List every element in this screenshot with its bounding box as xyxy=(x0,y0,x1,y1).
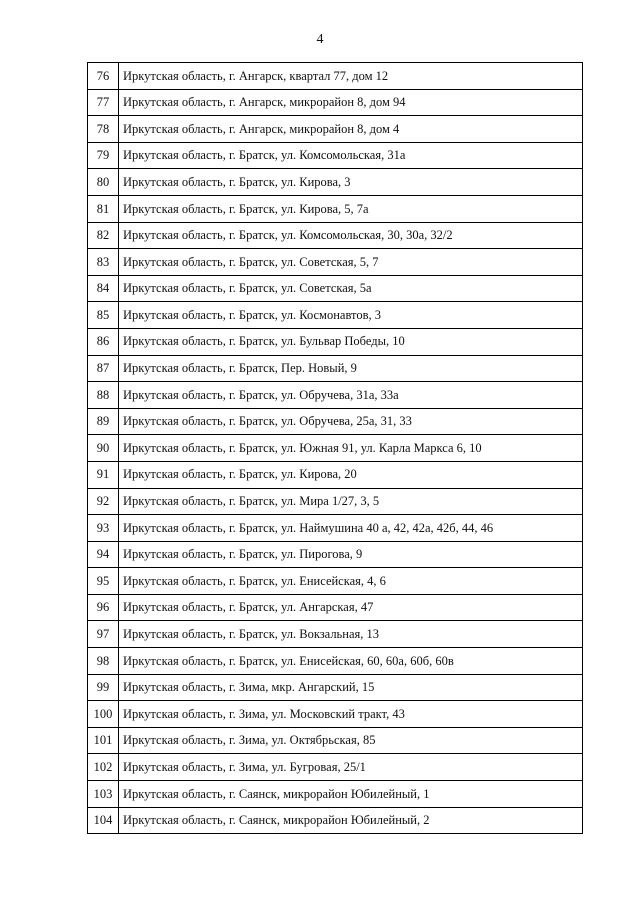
row-number: 86 xyxy=(88,328,119,355)
table-row xyxy=(88,727,583,754)
row-address: Иркутская область, г. Братск, ул. Вокзальная, 13 xyxy=(119,621,583,648)
row-address: Иркутская область, г. Зима, ул. Московский тракт, 43 xyxy=(119,701,583,728)
table-row xyxy=(88,408,583,435)
table-row xyxy=(88,169,583,196)
row-number: 83 xyxy=(88,249,119,276)
row-number: 97 xyxy=(88,621,119,648)
table-row xyxy=(88,648,583,675)
row-address: Иркутская область, г. Саянск, микрорайон Юбилейный, 1 xyxy=(119,781,583,808)
table-row xyxy=(88,249,583,276)
table-row xyxy=(88,594,583,621)
row-address: Иркутская область, г. Братск, ул. Советская, 5, 7 xyxy=(119,249,583,276)
row-number: 101 xyxy=(88,727,119,754)
row-number: 78 xyxy=(88,116,119,143)
table-row xyxy=(88,754,583,781)
table-row xyxy=(88,515,583,542)
row-address: Иркутская область, г. Зима, ул. Бугровая, 25/1 xyxy=(119,754,583,781)
row-address: Иркутская область, г. Братск, ул. Советская, 5а xyxy=(119,275,583,302)
table-row xyxy=(88,488,583,515)
table-row xyxy=(88,355,583,382)
row-address: Иркутская область, г. Ангарск, микрорайон 8, дом 94 xyxy=(119,89,583,116)
row-address: Иркутская область, г. Братск, ул. Кирова, 5, 7а xyxy=(119,195,583,222)
table-row xyxy=(88,195,583,222)
row-number: 81 xyxy=(88,195,119,222)
table-row xyxy=(88,328,583,355)
row-number: 80 xyxy=(88,169,119,196)
row-number: 88 xyxy=(88,382,119,409)
row-number: 104 xyxy=(88,807,119,834)
address-table-body xyxy=(88,63,583,834)
table-row xyxy=(88,222,583,249)
row-address: Иркутская область, г. Братск, ул. Южная 91, ул. Карла Маркса 6, 10 xyxy=(119,435,583,462)
row-address: Иркутская область, г. Братск, ул. Енисейская, 60, 60а, 60б, 60в xyxy=(119,648,583,675)
row-address: Иркутская область, г. Братск, ул. Пирогова, 9 xyxy=(119,541,583,568)
table-row xyxy=(88,116,583,143)
page-number: 4 xyxy=(316,32,324,47)
row-address: Иркутская область, г. Ангарск, квартал 77, дом 12 xyxy=(119,63,583,90)
row-address: Иркутская область, г. Братск, ул. Космонавтов, 3 xyxy=(119,302,583,329)
row-number: 90 xyxy=(88,435,119,462)
row-number: 92 xyxy=(88,488,119,515)
row-address: Иркутская область, г. Ангарск, микрорайон 8, дом 4 xyxy=(119,116,583,143)
table-row xyxy=(88,461,583,488)
row-number: 95 xyxy=(88,568,119,595)
table-row xyxy=(88,701,583,728)
row-address: Иркутская область, г. Зима, ул. Октябрьская, 85 xyxy=(119,727,583,754)
row-address: Иркутская область, г. Братск, ул. Комсомольская, 31а xyxy=(119,142,583,169)
table-row xyxy=(88,807,583,834)
table-row xyxy=(88,674,583,701)
row-address: Иркутская область, г. Братск, ул. Мира 1/27, 3, 5 xyxy=(119,488,583,515)
row-number: 89 xyxy=(88,408,119,435)
row-address: Иркутская область, г. Братск, ул. Кирова, 3 xyxy=(119,169,583,196)
row-address: Иркутская область, г. Братск, ул. Обручева, 25а, 31, 33 xyxy=(119,408,583,435)
row-address: Иркутская область, г. Братск, ул. Кирова, 20 xyxy=(119,461,583,488)
row-number: 91 xyxy=(88,461,119,488)
row-number: 99 xyxy=(88,674,119,701)
row-address: Иркутская область, г. Братск, Пер. Новый, 9 xyxy=(119,355,583,382)
table-row xyxy=(88,621,583,648)
table-row xyxy=(88,382,583,409)
row-address: Иркутская область, г. Братск, ул. Енисейская, 4, 6 xyxy=(119,568,583,595)
table-row xyxy=(88,142,583,169)
row-number: 82 xyxy=(88,222,119,249)
row-address: Иркутская область, г. Братск, ул. Ангарская, 47 xyxy=(119,594,583,621)
row-address: Иркутская область, г. Зима, мкр. Ангарский, 15 xyxy=(119,674,583,701)
table-row xyxy=(88,435,583,462)
row-number: 87 xyxy=(88,355,119,382)
table-row xyxy=(88,63,583,90)
address-table xyxy=(87,62,583,834)
row-number: 93 xyxy=(88,515,119,542)
row-number: 77 xyxy=(88,89,119,116)
row-number: 98 xyxy=(88,648,119,675)
table-row xyxy=(88,89,583,116)
row-address: Иркутская область, г. Братск, ул. Обручева, 31а, 33а xyxy=(119,382,583,409)
table-row xyxy=(88,781,583,808)
row-number: 96 xyxy=(88,594,119,621)
row-address: Иркутская область, г. Братск, ул. Комсомольская, 30, 30а, 32/2 xyxy=(119,222,583,249)
row-number: 100 xyxy=(88,701,119,728)
row-number: 85 xyxy=(88,302,119,329)
table-row xyxy=(88,568,583,595)
table-row xyxy=(88,275,583,302)
table-row xyxy=(88,541,583,568)
row-address: Иркутская область, г. Саянск, микрорайон Юбилейный, 2 xyxy=(119,807,583,834)
row-number: 103 xyxy=(88,781,119,808)
row-address: Иркутская область, г. Братск, ул. Наймушина 40 а, 42, 42а, 42б, 44, 46 xyxy=(119,515,583,542)
row-number: 94 xyxy=(88,541,119,568)
row-number: 102 xyxy=(88,754,119,781)
row-number: 76 xyxy=(88,63,119,90)
row-number: 79 xyxy=(88,142,119,169)
table-row xyxy=(88,302,583,329)
row-address: Иркутская область, г. Братск, ул. Бульвар Победы, 10 xyxy=(119,328,583,355)
row-number: 84 xyxy=(88,275,119,302)
